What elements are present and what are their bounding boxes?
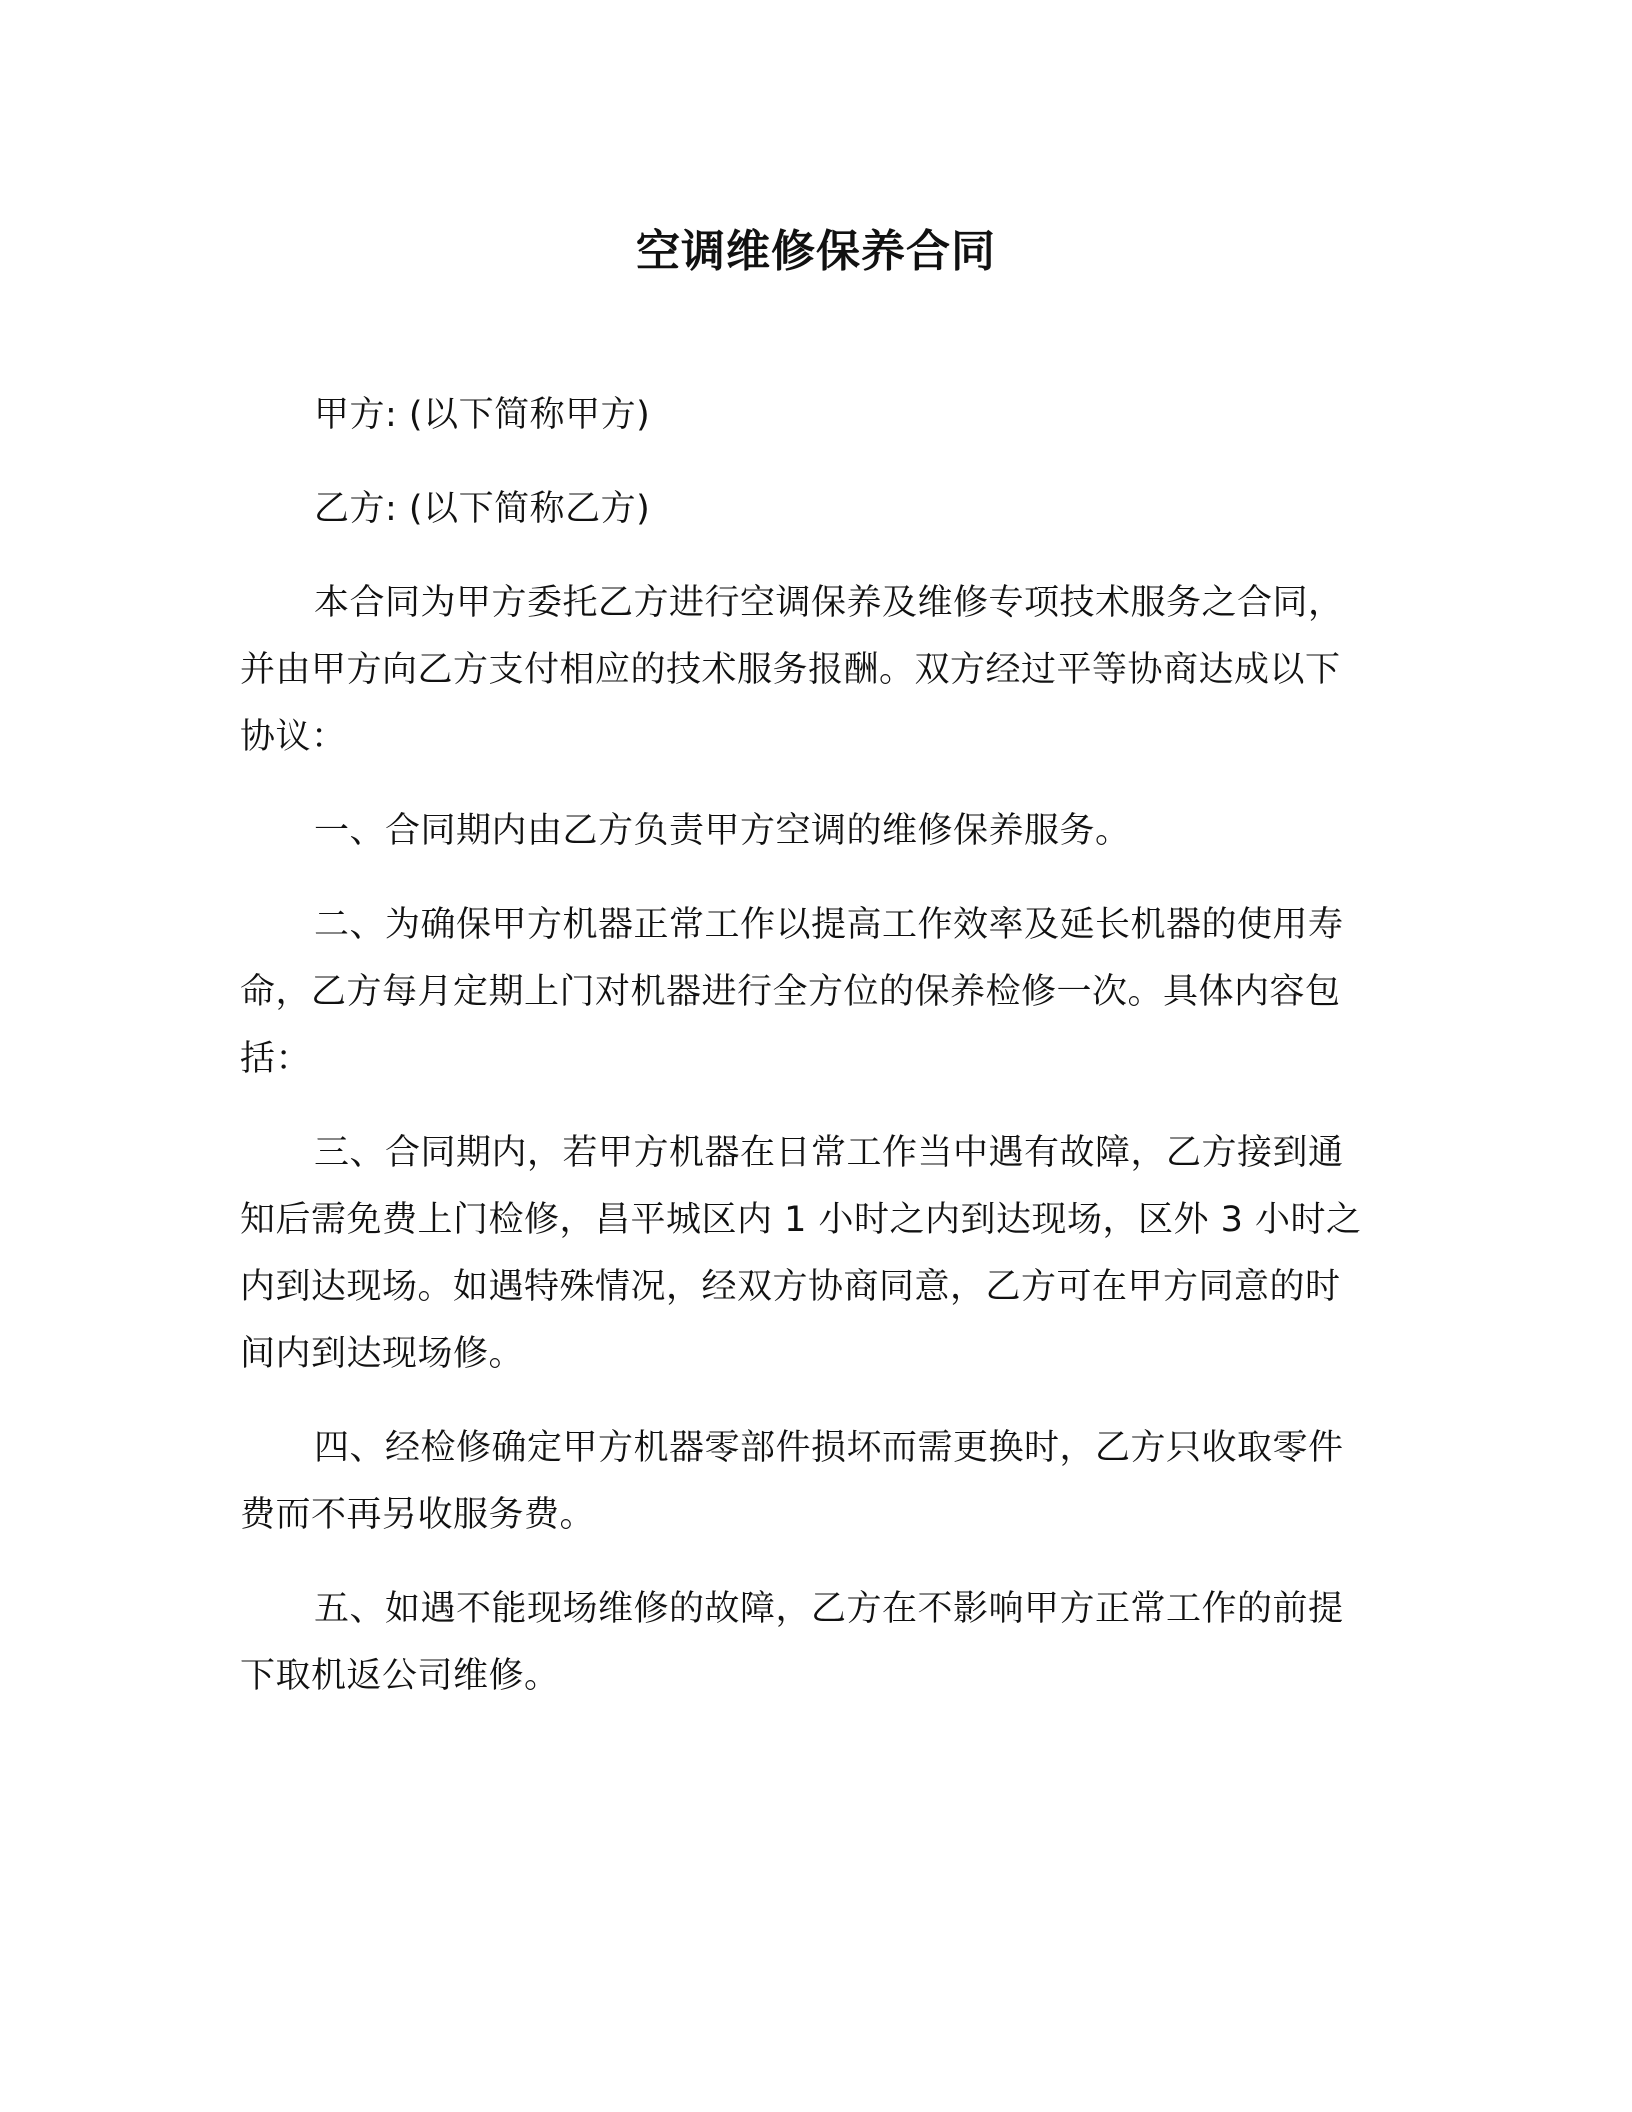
- document-title: 空调维修保养合同: [636, 226, 996, 277]
- party-b-line: 乙方: (以下简称乙方): [314, 489, 651, 529]
- clause-2: 二、为确保甲方机器正常工作以提高工作效率及延长机器的使用寿命，乙方每月定期上门对机器进行全方位的保养检修一次。具体内容包括：: [240, 905, 1344, 1079]
- document-body: [240, 382, 1368, 1737]
- preamble-paragraph: 本合同为甲方委托乙方进行空调保养及维修专项技术服务之合同，并由甲方向乙方支付相应的技术服务报酬。双方经过平等协商达成以下协议：: [240, 583, 1344, 757]
- clause-5: 五、如遇不能现场维修的故障，乙方在不影响甲方正常工作的前提下取机返公司维修。: [240, 1589, 1344, 1696]
- clause-3: 三、合同期内，若甲方机器在日常工作当中遇有故障，乙方接到通知后需免费上门检修，昌平城区内 1 小时之内到达现场，区外 3 小时之内到达现场。如遇特殊情况，经双方协商同意，乙方可在甲方同意的时间内到达现场修。: [240, 1133, 1362, 1374]
- clause-1: 一、合同期内由乙方负责甲方空调的维修保养服务。: [314, 811, 1131, 851]
- party-a-line: 甲方: (以下简称甲方): [314, 395, 651, 435]
- clause-4: 四、经检修确定甲方机器零部件损坏而需更换时，乙方只收取零件费而不再另收服务费。: [240, 1428, 1344, 1535]
